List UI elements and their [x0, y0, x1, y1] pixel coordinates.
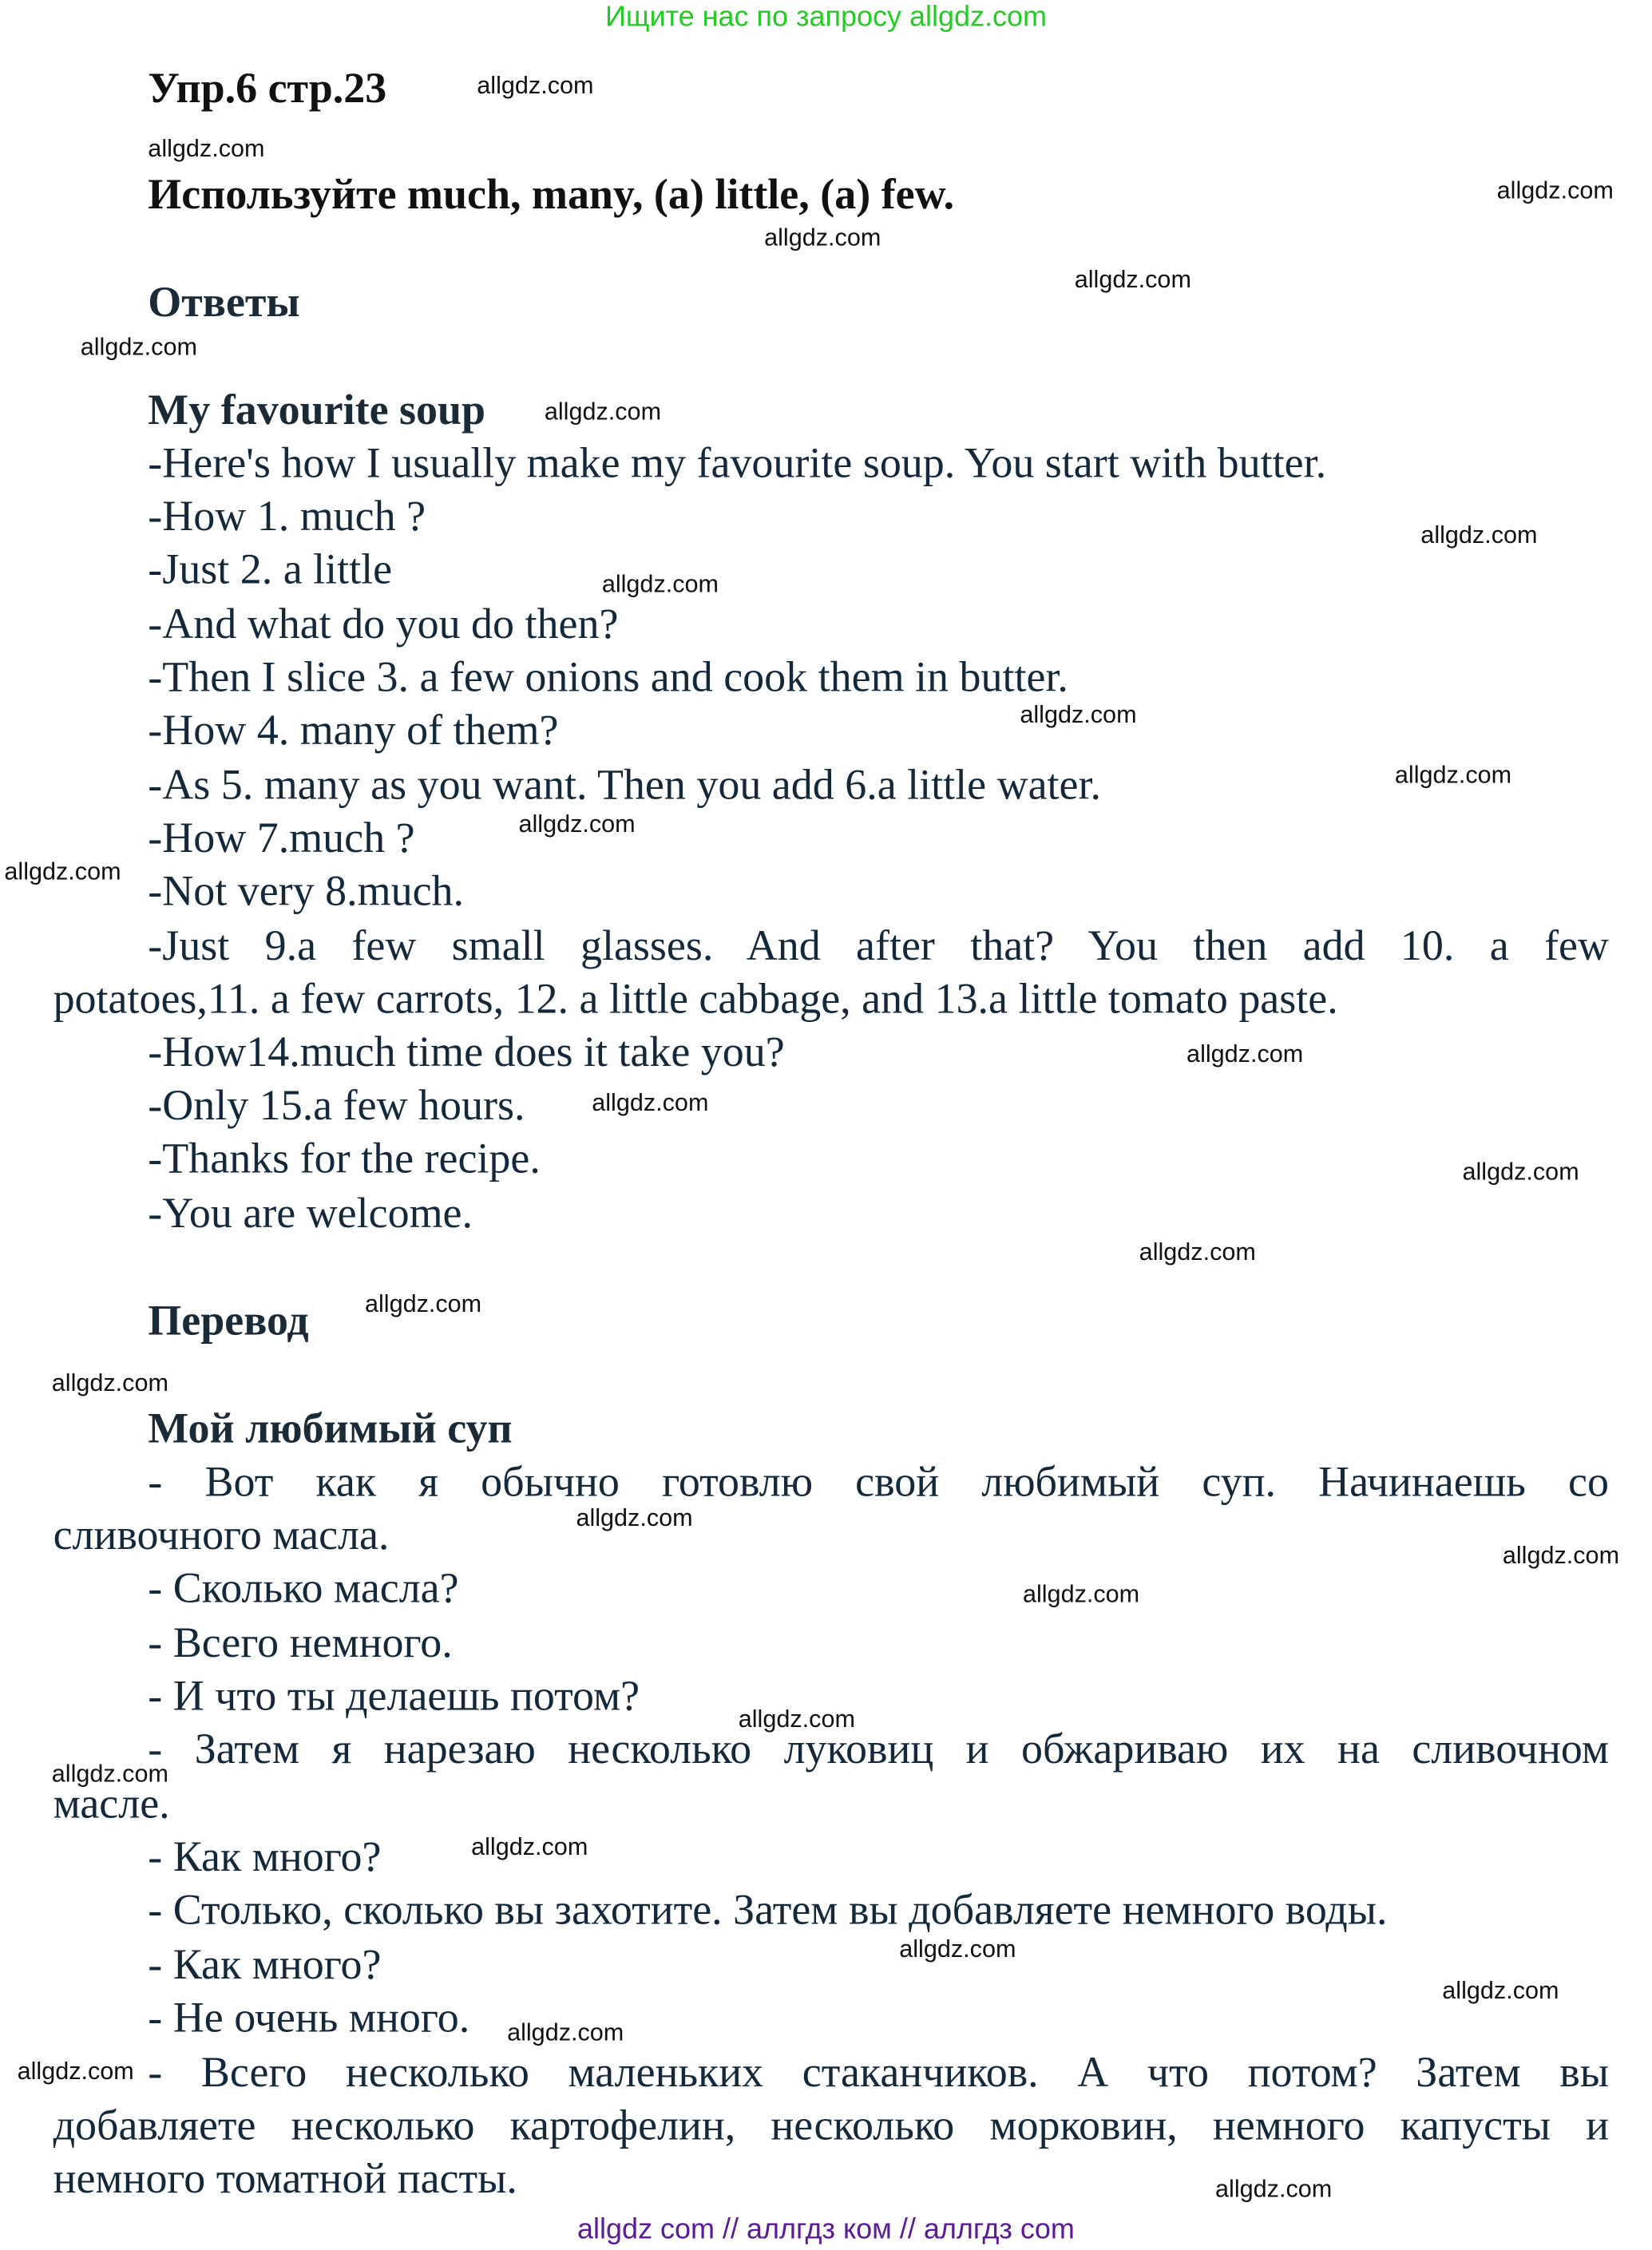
watermark: allgdz.com — [4, 858, 121, 885]
answer-line: -Here's how I usually make my favourite soup. You start with butter. — [148, 439, 1327, 488]
answer-line: -How 1. much ? — [148, 493, 426, 541]
watermark: allgdz.com — [1420, 521, 1538, 549]
translation-line: - И что ты делаешь потом? — [148, 1672, 640, 1721]
translation-line: - Столько, сколько вы захотите. Затем вы добавляете немного воды. — [148, 1886, 1388, 1935]
translation-line: добавляете несколько картофелин, несколько морковин, немного капусты и — [53, 2101, 1609, 2150]
translation-line: - Всего немного. — [148, 1619, 453, 1667]
watermark: allgdz.com — [1442, 1977, 1559, 2005]
watermark: allgdz.com — [1022, 1580, 1140, 1608]
watermark: allgdz.com — [1139, 1238, 1256, 1266]
watermark: allgdz.com — [80, 333, 197, 361]
exercise-title: Упр.6 стр.23 — [148, 64, 387, 113]
watermark: allgdz.com — [148, 135, 265, 163]
answer-line: -Not very 8.much. — [148, 867, 465, 916]
answer-line: potatoes,11. a few carrots, 12. a little cabbage, and 13.a little tomato paste. — [53, 975, 1338, 1024]
watermark: allgdz.com — [471, 1833, 588, 1861]
answer-line: -How 7.much ? — [148, 814, 415, 862]
translation-line: немного томатной пасты. — [53, 2155, 517, 2203]
translation-line: - Затем я нарезаю несколько луковиц и обжариваю их на сливочном — [148, 1725, 1609, 1773]
answer-line: -You are welcome. — [148, 1189, 473, 1238]
watermark: allgdz.com — [1074, 265, 1191, 294]
answers-subtitle: My favourite soup — [148, 386, 486, 434]
answer-line: -Thanks for the recipe. — [148, 1135, 541, 1182]
watermark: allgdz.com — [1496, 176, 1614, 204]
translation-heading: Перевод — [148, 1297, 309, 1345]
task-instruction: Используйте much, many, (a) little, (a) few. — [148, 171, 955, 219]
answer-line: -As 5. many as you want. Then you add 6.a little water. — [148, 761, 1101, 810]
translation-line: - Всего несколько маленьких стаканчиков. А что потом? Затем вы — [148, 2049, 1609, 2097]
watermark: allgdz.com — [1502, 1541, 1620, 1570]
watermark: allgdz.com — [592, 1089, 709, 1117]
translation-line: - Сколько масла? — [148, 1564, 459, 1613]
watermark: allgdz.com — [1187, 1040, 1304, 1068]
watermark: allgdz.com — [738, 1705, 855, 1733]
watermark: allgdz.com — [544, 398, 662, 426]
footer-links[interactable]: allgdz com // аллгдз ком // аллгдз com — [577, 2214, 1075, 2246]
answer-line: -And what do you do then? — [148, 600, 619, 648]
watermark: allgdz.com — [601, 570, 719, 598]
answers-heading: Ответы — [148, 279, 300, 327]
watermark: allgdz.com — [1020, 701, 1137, 729]
translation-line: масле. — [53, 1780, 170, 1828]
watermark: allgdz.com — [899, 1935, 1016, 1963]
watermark: allgdz.com — [764, 224, 881, 252]
watermark: allgdz.com — [1215, 2175, 1333, 2203]
answer-line: -Just 2. a little — [148, 545, 393, 594]
answer-line: -Only 15.a few hours. — [148, 1082, 525, 1130]
watermark: allgdz.com — [576, 1504, 693, 1532]
watermark: allgdz.com — [507, 2018, 624, 2046]
watermark: allgdz.com — [1462, 1158, 1579, 1186]
answer-line: -Then I slice 3. a few onions and cook them in butter. — [148, 653, 1068, 702]
translation-line: - Не очень много. — [148, 1994, 470, 2042]
translation-line: - Вот как я обычно готовлю свой любимый суп. Начинаешь со — [148, 1458, 1609, 1506]
search-banner[interactable]: Ищите нас по запросу allgdz.com — [604, 1, 1047, 34]
watermark: allgdz.com — [17, 2057, 134, 2086]
answer-line: -How14.much time does it take you? — [148, 1028, 785, 1076]
translation-line: сливочного масла. — [53, 1511, 390, 1559]
translation-line: - Как много? — [148, 1833, 382, 1881]
translation-line: - Как много? — [148, 1941, 382, 1989]
answer-line: -Just 9.a few small glasses. And after that? You then add 10. a few — [148, 922, 1609, 970]
answer-line: -How 4. many of them? — [148, 707, 559, 755]
watermark: allgdz.com — [518, 810, 636, 838]
watermark: allgdz.com — [51, 1369, 168, 1397]
watermark: allgdz.com — [364, 1289, 482, 1318]
watermark: allgdz.com — [1394, 761, 1512, 789]
watermark: allgdz.com — [51, 1760, 168, 1788]
watermark: allgdz.com — [477, 71, 594, 100]
translation-subtitle: Мой любимый суп — [148, 1404, 513, 1453]
